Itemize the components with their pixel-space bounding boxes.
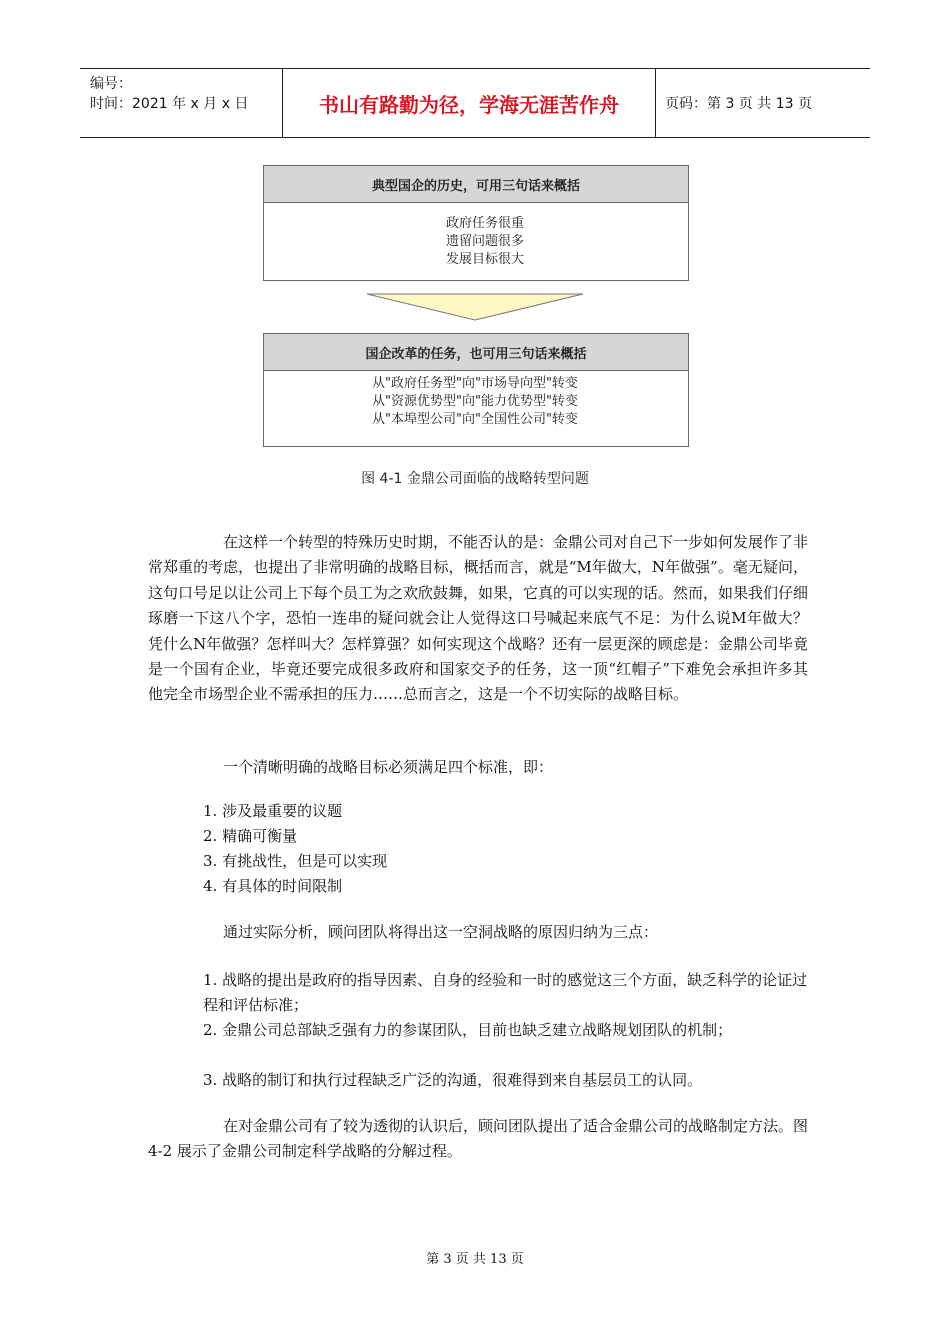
figure-box-reform-lines	[264, 371, 688, 429]
paragraph-4: 在对金鼎公司有了较为透彻的认识后，顾问团队提出了适合金鼎公司的战略制定方法。图 4-2 展示了金鼎公司制定科学战略的分解过程。	[148, 1117, 809, 1161]
header-meta-cell	[80, 69, 282, 137]
figure-box-history	[263, 165, 689, 281]
header-page-label: 页码：第 3 页 共 13 页	[665, 96, 812, 112]
page-header	[80, 68, 870, 138]
reform-line: 从"政府任务型"向"市场导向型"转变	[372, 376, 578, 391]
page-footer: 第 3 页 共 13 页	[426, 1252, 524, 1267]
reason-list-item: 1. 战略的提出是政府的指导因素、自身的经验和一时的感觉这三个方面，缺乏科学的论证过程和评估标准；	[203, 971, 808, 1014]
criteria-list-item: 1. 涉及最重要的议题	[203, 802, 343, 820]
history-line: 遗留问题很多	[446, 234, 525, 249]
reform-line: 从"本埠型公司"向"全国性公司"转变	[372, 412, 578, 427]
figure-box-history-lines	[264, 203, 688, 269]
number-label: 编号：	[90, 76, 132, 92]
paragraph-1: 在这样一个转型的特殊历史时期，不能否认的是：金鼎公司对自己下一步如何发展作了非常郑重的考虑，也提出了非常明确的战略目标，概括而言，就是“M年做大，N年做强”。毫无疑问，这句口号足以让公司上下每个员工为之欢欣鼓舞，如果，它真的可以实现的话。然而，如果我们仔细琢磨一下这八个字，恐怕一连串的疑问就会让人觉得这口号喊起来底气不足：为什么说M年做大？凭什么N年做强？怎样叫大？怎样算强？如何实现这个战略？还有一层更深的顾虑是：金鼎公司毕竟是一个国有企业，毕竟还要完成很多政府和国家交予的任务，这一顶“红帽子”下难免会承担许多其他完全市场型企业不需承担的压力……总而言之，这是一个不切实际的战略目标。	[148, 533, 809, 704]
criteria-list-item: 4. 有具体的时间限制	[203, 877, 343, 895]
reform-line: 从"资源优势型"向"能力优势型"转变	[372, 394, 578, 409]
criteria-list-item: 3. 有挑战性，但是可以实现	[203, 852, 388, 870]
down-arrow-icon	[366, 293, 584, 321]
reason-list-item: 3. 战略的制订和执行过程缺乏广泛的沟通，很难得到来自基层员工的认同。	[203, 1071, 703, 1089]
paragraph-3: 通过实际分析，顾问团队将得出这一空洞战略的原因归纳为三点：	[223, 923, 659, 941]
history-line: 发展目标很大	[446, 252, 525, 267]
history-line: 政府任务很重	[446, 216, 525, 231]
figure-caption: 图 4-1 金鼎公司面临的战略转型问题	[361, 471, 589, 487]
figure-box-reform-title: 国企改革的任务，也可用三句话来概括	[264, 334, 688, 371]
reason-list-item: 2. 金鼎公司总部缺乏强有力的参谋团队，目前也缺乏建立战略规划团队的机制；	[203, 1021, 733, 1039]
paragraph-2: 一个清晰明确的战略目标必须满足四个标准，即：	[223, 758, 554, 776]
header-motto: 书山有路勤为径，学海无涯苦作舟	[282, 69, 656, 137]
time-label: 时间：2021 年 x 月 x 日	[90, 96, 249, 112]
figure-box-history-title: 典型国企的历史，可用三句话来概括	[264, 166, 688, 203]
criteria-list-item: 2. 精确可衡量	[203, 827, 298, 845]
figure-box-reform	[263, 333, 689, 447]
